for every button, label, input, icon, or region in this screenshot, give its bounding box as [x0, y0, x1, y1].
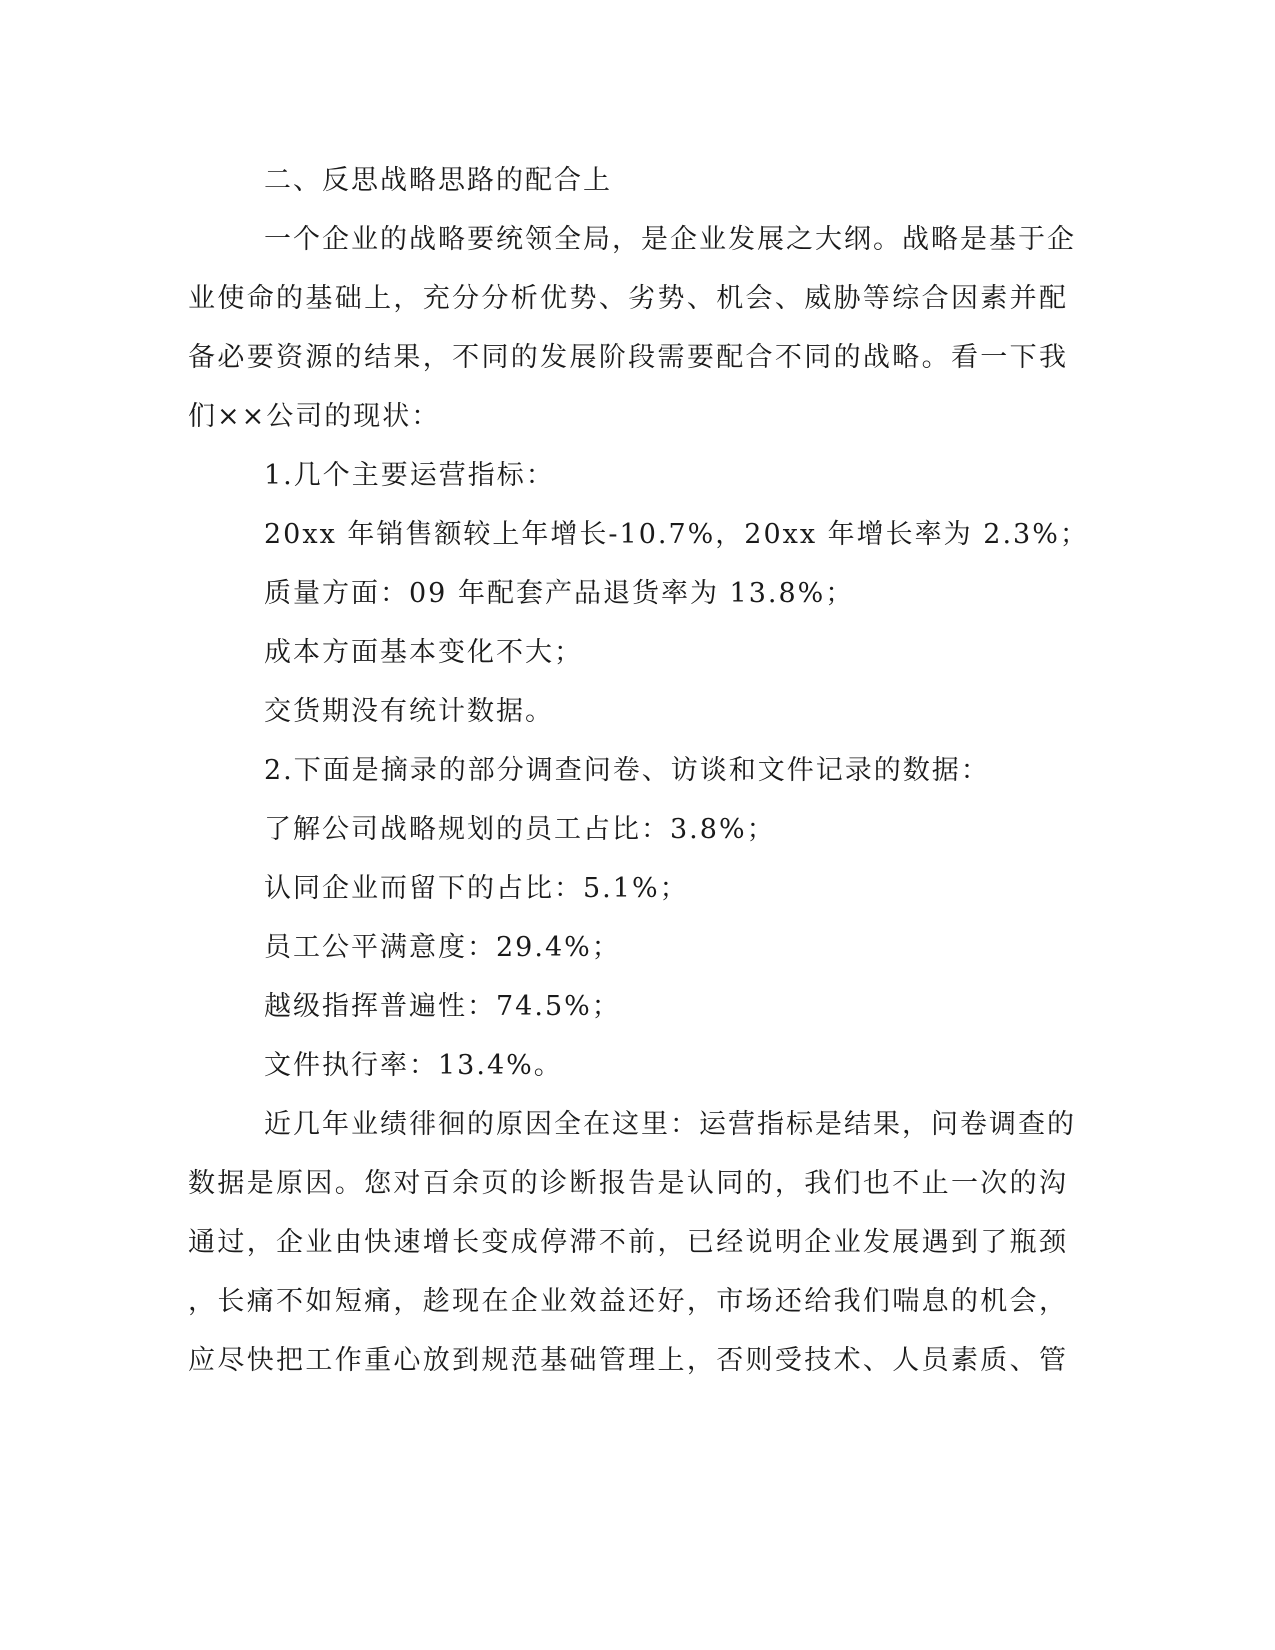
paragraph-line: 近几年业绩徘徊的原因全在这里：运营指标是结果，问卷调查的	[264, 1109, 1076, 1140]
paragraph-line: 备必要资源的结果，不同的发展阶段需要配合不同的战略。看一下我	[188, 342, 1068, 373]
list-item: 越级指挥普遍性：74.5%；	[264, 991, 621, 1022]
list-item: 质量方面：09 年配套产品退货率为 13.8%；	[264, 578, 855, 609]
paragraph-line: 们××公司的现状：	[188, 401, 441, 432]
section-heading: 二、反思战略思路的配合上	[264, 165, 612, 196]
paragraph-line: 业使命的基础上，充分分析优势、劣势、机会、威胁等综合因素并配	[188, 283, 1068, 314]
list-item: 20xx 年销售额较上年增长-10.7%，20xx 年增长率为 2.3%；	[264, 519, 1089, 550]
list-item: 了解公司战略规划的员工占比：3.8%；	[264, 814, 776, 845]
section2-title: 2.下面是摘录的部分调查问卷、访谈和文件记录的数据：	[264, 755, 990, 786]
paragraph-line: 通过，企业由快速增长变成停滞不前，已经说明企业发展遇到了瓶颈	[188, 1227, 1068, 1258]
list-item: 认同企业而留下的占比：5.1%；	[264, 873, 689, 904]
list-item: 文件执行率：13.4%。	[264, 1050, 563, 1081]
list-item: 员工公平满意度：29.4%；	[264, 932, 621, 963]
list-item: 成本方面基本变化不大；	[264, 637, 583, 668]
paragraph-line: 一个企业的战略要统领全局，是企业发展之大纲。战略是基于企	[264, 224, 1076, 255]
paragraph-line: ，长痛不如短痛，趁现在企业效益还好，市场还给我们喘息的机会，	[188, 1286, 1068, 1317]
list-item: 交货期没有统计数据。	[264, 696, 554, 727]
paragraph-line: 应尽快把工作重心放到规范基础管理上，否则受技术、人员素质、管	[188, 1345, 1068, 1376]
paragraph-line: 数据是原因。您对百余页的诊断报告是认同的，我们也不止一次的沟	[188, 1168, 1068, 1199]
section1-title: 1.几个主要运营指标：	[264, 460, 555, 491]
